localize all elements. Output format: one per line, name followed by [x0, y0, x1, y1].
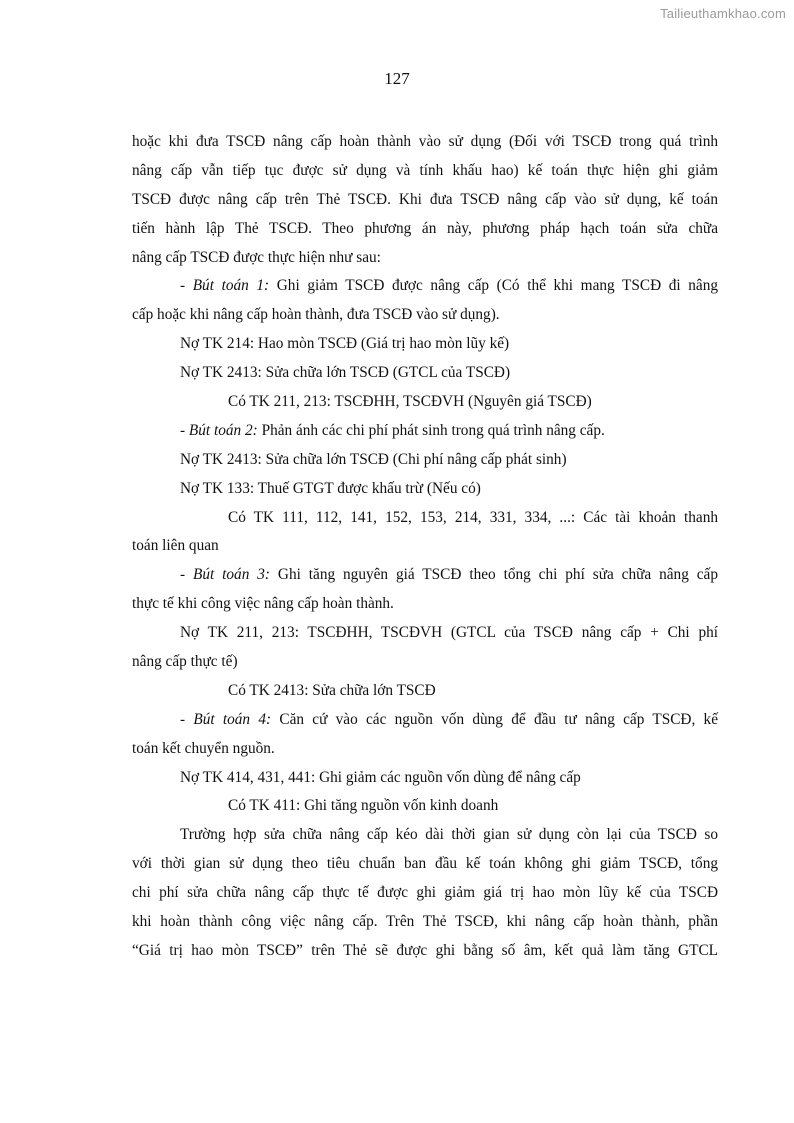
paragraph-line: Trường hợp sửa chữa nâng cấp kéo dài thời gian sử dụng còn lại của TSCĐ so: [180, 826, 718, 844]
entry-text: Ghi tăng nguyên giá TSCĐ theo tổng chi phí sửa chữa nâng cấp: [270, 566, 718, 584]
paragraph-line: “Giá trị hao mòn TSCĐ” trên Thẻ sẽ được ghi bằng số âm, kết quả làm tăng GTCL: [132, 941, 718, 959]
debit-line: Nợ TK 2413: Sửa chữa lớn TSCĐ (Chi phí nâng cấp phát sinh): [180, 450, 567, 468]
debit-line: Nợ TK 214: Hao mòn TSCĐ (Giá trị hao mòn lũy kế): [180, 335, 510, 353]
entry-heading-1: [132, 272, 718, 301]
paragraph-line: tiến hành lập Thẻ TSCĐ. Theo phương án này, phương pháp hạch toán sửa chữa: [132, 219, 718, 237]
paragraph-line: toán liên quan: [132, 537, 219, 555]
paragraph-line: thực tế khi công việc nâng cấp hoàn thành.: [132, 595, 394, 613]
entry-heading-3: [132, 561, 718, 590]
debit-line: Nợ TK 133: Thuế GTGT được khấu trừ (Nếu có): [180, 479, 481, 497]
debit-line: Nợ TK 211, 213: TSCĐHH, TSCĐVH (GTCL của TSCĐ nâng cấp + Chi phí: [180, 624, 718, 642]
paragraph-line: cấp hoặc khi nâng cấp hoàn thành, đưa TSCĐ vào sử dụng).: [132, 306, 500, 324]
entry-text: Căn cứ vào các nguồn vốn dùng để đầu tư nâng cấp TSCĐ, kế: [271, 710, 718, 728]
debit-line: Nợ TK 414, 431, 441: Ghi giảm các nguồn vốn dùng để nâng cấp: [180, 768, 581, 786]
paragraph-line: nâng cấp TSCĐ được thực hiện như sau:: [132, 248, 381, 266]
paragraph-line: nâng cấp thực tế): [132, 653, 238, 671]
credit-line: Có TK 111, 112, 141, 152, 153, 214, 331, 334, ...: Các tài khoản thanh: [228, 508, 718, 526]
page-number: 127: [384, 69, 410, 88]
entry-label: - Bút toán 1:: [180, 277, 270, 295]
paragraph-line: khi hoàn thành công việc nâng cấp. Trên Thẻ TSCĐ, khi nâng cấp hoàn thành, phần: [132, 913, 718, 931]
credit-line: Có TK 2413: Sửa chữa lớn TSCĐ: [228, 681, 436, 699]
paragraph-line: chi phí sửa chữa nâng cấp thực tế được ghi giảm giá trị hao mòn lũy kế của TSCĐ: [132, 884, 718, 902]
paragraph-line: toán kết chuyển nguồn.: [132, 739, 275, 757]
paragraph-line: hoặc khi đưa TSCĐ nâng cấp hoàn thành vào sử dụng (Đối với TSCĐ trong quá trình: [132, 133, 718, 150]
paragraph-line: TSCĐ được nâng cấp trên Thẻ TSCĐ. Khi đưa TSCĐ nâng cấp vào sử dụng, kế toán: [132, 190, 718, 208]
credit-line: Có TK 411: Ghi tăng nguồn vốn kinh doanh: [228, 797, 499, 815]
paragraph-line: nâng cấp vẫn tiếp tục được sử dụng và tính khấu hao) kế toán thực hiện ghi giảm: [132, 161, 718, 179]
entry-heading-4: [132, 706, 718, 735]
document-body: [132, 128, 718, 966]
debit-line: Nợ TK 2413: Sửa chữa lớn TSCĐ (GTCL của TSCĐ): [180, 364, 511, 382]
entry-label: - Bút toán 3:: [180, 566, 271, 584]
entry-label: - Bút toán 2:: [180, 421, 258, 439]
entry-text: Ghi giảm TSCĐ được nâng cấp (Có thể khi mang TSCĐ đi nâng: [269, 277, 718, 295]
entry-label: - Bút toán 4:: [180, 710, 272, 728]
entry-heading-2: [132, 417, 718, 446]
paragraph-line: với thời gian sử dụng theo tiêu chuẩn ban đầu kế toán không ghi giảm TSCĐ, tổng: [132, 855, 718, 873]
entry-text: Phản ánh các chi phí phát sinh trong quá trình nâng cấp.: [257, 421, 605, 439]
watermark-text: Tailieuthamkhao.com: [660, 6, 786, 21]
credit-line: Có TK 211, 213: TSCĐHH, TSCĐVH (Nguyên giá TSCĐ): [228, 393, 592, 411]
